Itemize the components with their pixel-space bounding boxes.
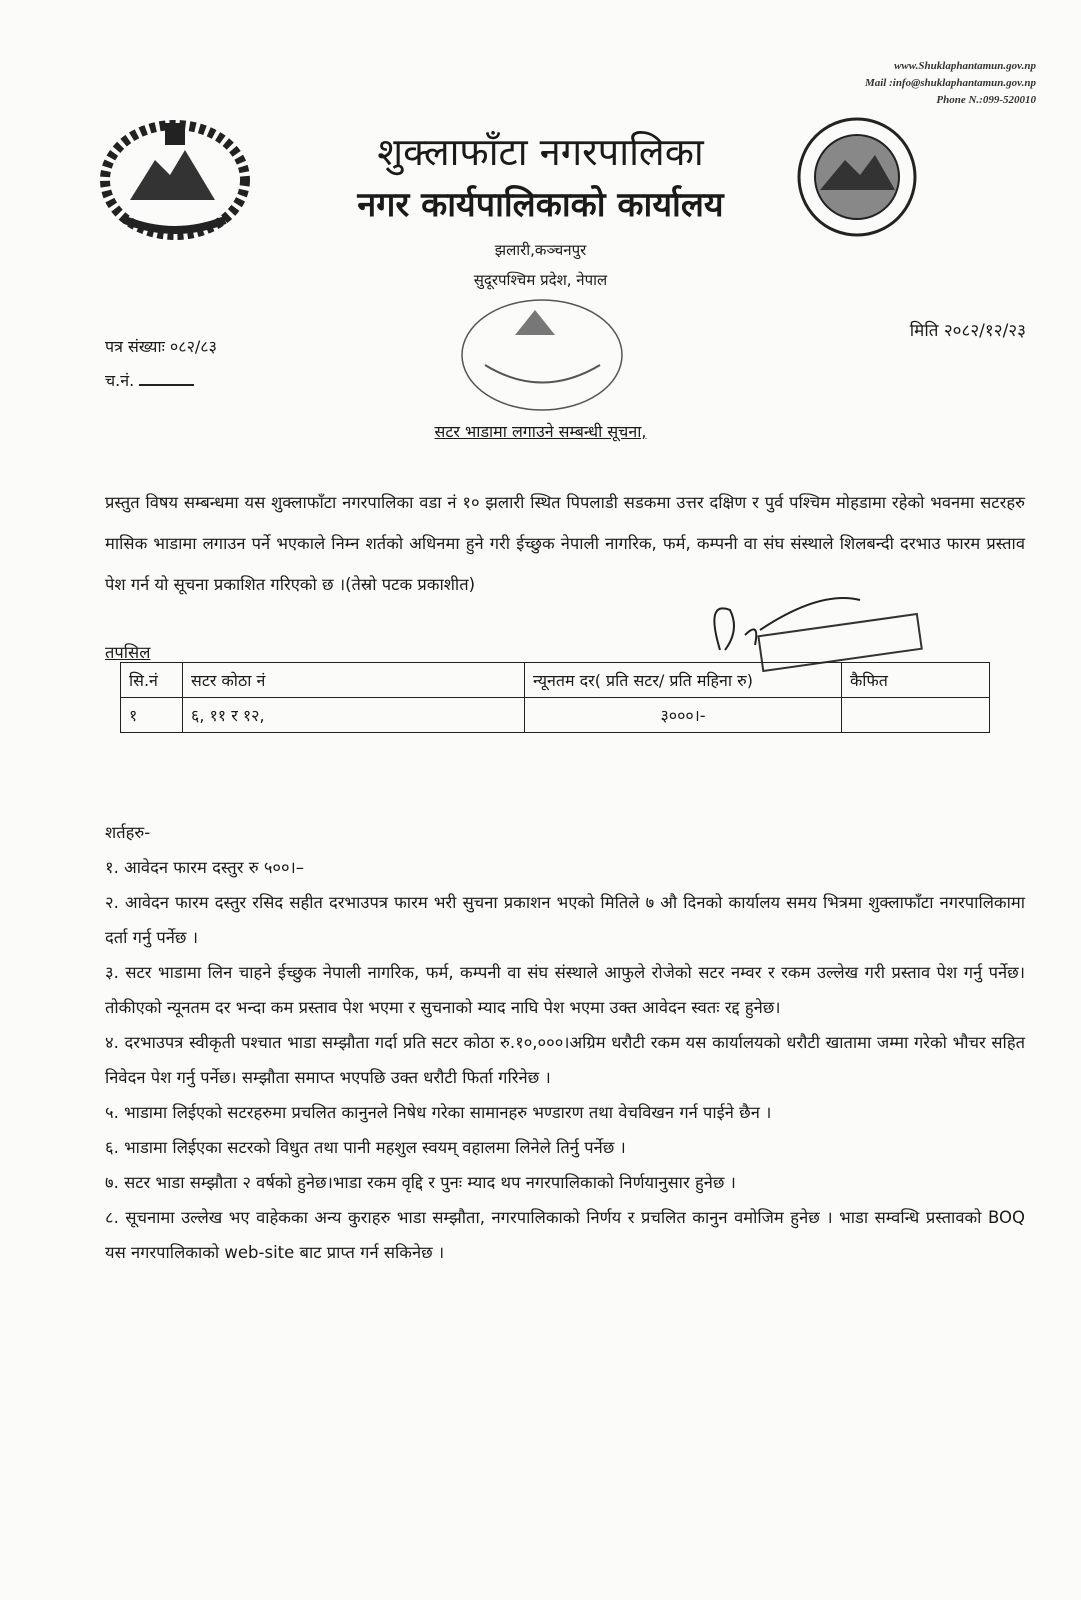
condition-item: ५. भाडामा लिईएको सटरहरुमा प्रचलित कानुनले निषेध गरेका सामानहरु भण्डारण तथा वेचविखन गर्न पाईने छैन ।	[105, 1103, 772, 1122]
office-seal-icon	[455, 295, 630, 415]
details-label: तपसिल	[105, 643, 151, 662]
conditions-title: शर्तहरु-	[105, 823, 151, 842]
municipality-logo-icon	[795, 115, 920, 240]
cell-remarks	[842, 698, 990, 733]
phone: Phone N.:099-520010	[936, 94, 1036, 106]
address-line-2: सुदूरपश्चिम प्रदेश, नेपाल	[473, 271, 608, 289]
municipality-name: शुक्लाफाँटा नगरपालिका	[377, 130, 704, 174]
table-row	[121, 698, 990, 733]
email: Mail :info@shuklaphantamun.gov.np	[864, 77, 1036, 89]
notice-subject: सटर भाडामा लगाउने सम्बन्धी सूचना,	[434, 422, 647, 441]
dispatch-number: च.नं.	[105, 364, 217, 398]
condition-item: २. आवेदन फारम दस्तुर रसिद सहीत दरभाउपत्र फारम भरी सुचना प्रकाशन भएको मितिले ७ औ दिनको कार्यालय समय भित्रमा शुक्लाफाँटा नगरपालिकामा दर्ता गर्नु पर्नेछ ।	[105, 893, 1025, 947]
letter-number: पत्र संख्याः ०८२/८३	[105, 337, 217, 356]
cell-serial: १	[121, 698, 183, 733]
address-line-1: झलारी,कञ्चनपुर	[494, 241, 587, 259]
notice-body: प्रस्तुत विषय सम्बन्धमा यस शुक्लाफाँटा नगरपालिका वडा नं १० झलारी स्थित पिपलाडी सडकमा उत्तर दक्षिण र पुर्व पश्चिम मोहडामा रहेको भवनमा सटरहरु मासिक भाडामा लगाउन पर्ने भएकाले निम्न शर्तको अधिनमा हुने गरी ईच्छुक नेपाली नागरिक, फर्म, कम्पनी वा संघ संस्थाले शिलबन्दी दरभाउ फारम प्रस्ताव पेश गर्न यो सूचना प्रकाशित गरिएको छ ।(तेस्रो पटक प्रकाशीत)	[105, 493, 1025, 594]
cell-min-rate: ३०००।-	[525, 698, 842, 733]
condition-item: ३. सटर भाडामा लिन चाहने ईच्छुक नेपाली नागरिक, फर्म, कम्पनी वा संघ संस्थाले आफुले रोजेको सटर नम्वर र रकम उल्लेख गरी प्रस्ताव पेश गर्नु पर्नेछ।तोकीएको न्यूनतम दर भन्दा कम प्रस्ताव पेश भएमा र सुचनाको म्याद नाघि पेश भएमा उक्त आवेदन स्वतः रद्द हुनेछ।	[105, 963, 1025, 1017]
col-serial: सि.नं	[121, 663, 183, 698]
condition-item: १. आवेदन फारम दस्तुर रु ५००।–	[105, 858, 305, 877]
date: मिति २०८२/१२/२३	[909, 321, 1026, 341]
table-header-row	[121, 663, 990, 698]
cell-room-no: ६, ११ र १२,	[183, 698, 525, 733]
col-remarks: कैफित	[842, 663, 990, 698]
conditions	[105, 815, 1025, 1270]
reference-block	[105, 330, 217, 398]
website: www.Shuklaphantamun.gov.np	[894, 60, 1036, 72]
condition-item: ४. दरभाउपत्र स्वीकृती पश्चात भाडा सम्झौता गर्दा प्रति सटर कोठा रु.१०,०००।अग्रिम धरौटी रकम यस कार्यालयको धरौटी खातामा जम्मा गरेको भौचर सहित निवेदन पेश गर्नु पर्नेछ। सम्झौता समाप्त भएपछि उक्त धरौटी फिर्ता गरिनेछ ।	[105, 1033, 1025, 1087]
contact-info	[865, 58, 1036, 109]
condition-item: ६. भाडामा लिईएका सटरको विधुत तथा पानी महशुल स्वयम् वहालमा लिनेले तिर्नु पर्नेछ ।	[105, 1138, 626, 1157]
office-name: नगर कार्यपालिकाको कार्यालय	[357, 185, 724, 225]
shutter-table	[120, 662, 990, 733]
condition-item: ८. सूचनामा उल्लेख भए वाहेकका अन्य कुराहरु भाडा सम्झौता, नगरपालिकाको निर्णय र प्रचलित कानुन वमोजिम हुनेछ । भाडा सम्वन्धि प्रस्तावको BOQ यस नगरपालिकाको web-site बाट प्राप्त गर्न सकिनेछ ।	[105, 1208, 1025, 1262]
condition-item: ७. सटर भाडा सम्झौता २ वर्षको हुनेछ।भाडा रकम वृद्दि र पुनः म्याद थप नगरपालिकाको निर्णयानुसार हुनेछ ।	[105, 1173, 736, 1192]
col-room-no: सटर कोठा नं	[183, 663, 525, 698]
col-min-rate: न्यूनतम दर( प्रति सटर/ प्रति महिना रु)	[525, 663, 842, 698]
